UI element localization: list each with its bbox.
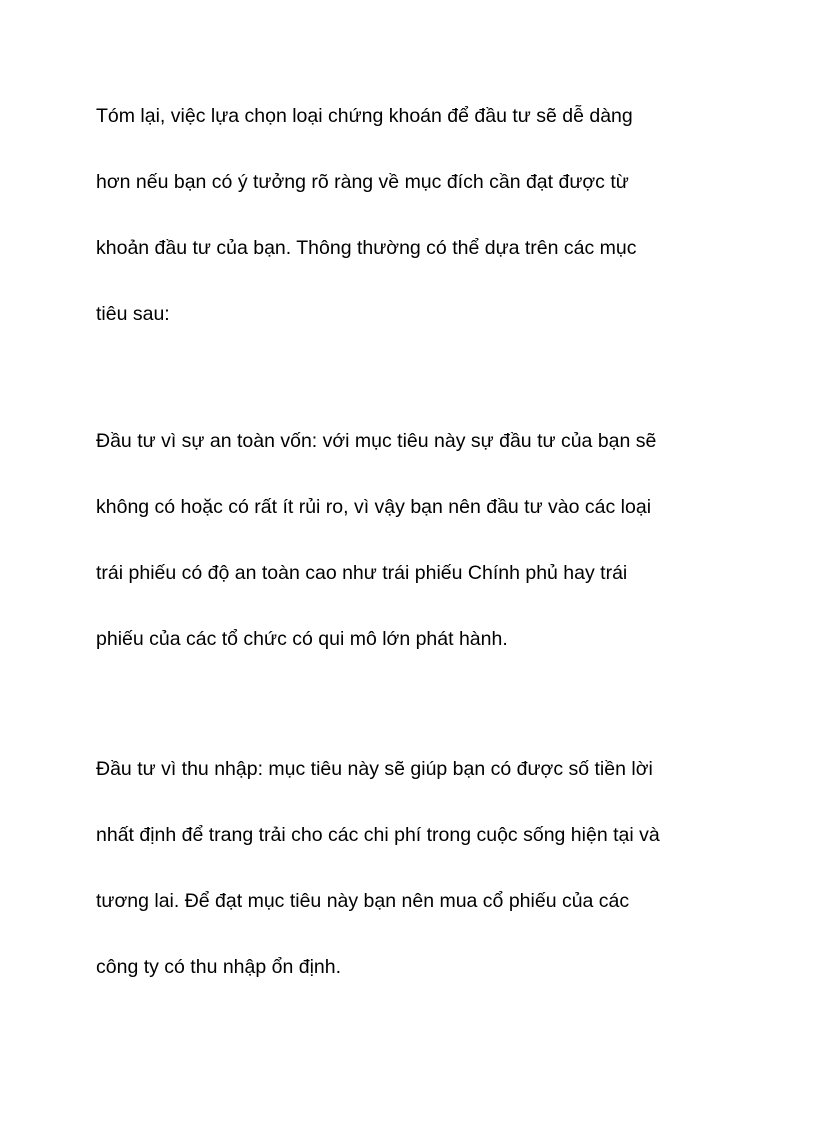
text-line: tương lai. Để đạt mục tiêu này bạn nên mua cổ phiếu của các (96, 890, 630, 912)
text-line: Đầu tư vì thu nhập: mục tiêu này sẽ giúp bạn có được số tiền lời (96, 758, 653, 780)
text-line: không có hoặc có rất ít rủi ro, vì vậy bạn nên đầu tư vào các loại (96, 496, 652, 518)
text-line: Đầu tư vì sự an toàn vốn: với mục tiêu này sự đầu tư của bạn sẽ (96, 430, 657, 452)
text-line: công ty có thu nhập ổn định. (96, 956, 342, 978)
text-line: nhất định để trang trải cho các chi phí trong cuộc sống hiện tại và (96, 824, 660, 846)
paragraph-capital-safety (96, 408, 736, 672)
paragraph-income (96, 736, 736, 1000)
text-line: hơn nếu bạn có ý tưởng rõ ràng về mục đích cần đạt được từ (96, 171, 629, 193)
text-line: trái phiếu có độ an toàn cao như trái phiếu Chính phủ hay trái (96, 562, 628, 584)
text-line: Tóm lại, việc lựa chọn loại chứng khoán để đầu tư sẽ dễ dàng (96, 105, 633, 127)
paragraph-intro (96, 83, 736, 347)
text-line: phiếu của các tổ chức có qui mô lớn phát hành. (96, 628, 508, 650)
text-line: tiêu sau: (96, 303, 170, 325)
text-line: khoản đầu tư của bạn. Thông thường có thể dựa trên các mục (96, 237, 637, 259)
